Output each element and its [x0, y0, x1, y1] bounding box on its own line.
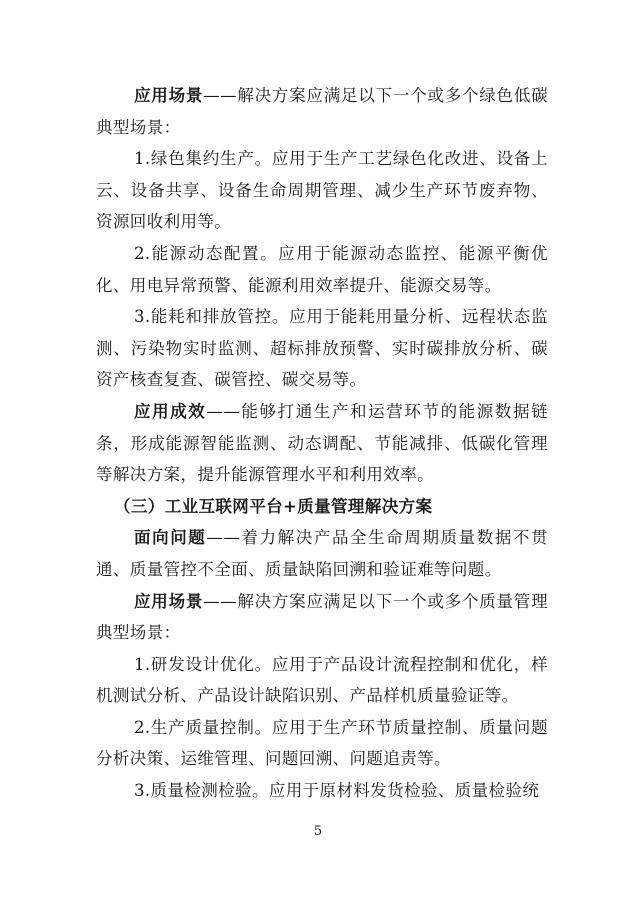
- paragraph-application-scenarios-quality: [96, 586, 548, 649]
- paragraph-green-intensive-production: [96, 143, 548, 238]
- paragraph-target-problems: [96, 522, 548, 585]
- paragraph-text: 2.生产质量控制。应用于生产环节质量控制、质量问题分析决策、运维管理、问题回溯、问题追责等。: [96, 717, 548, 769]
- paragraph-energy-emission-control: [96, 301, 548, 396]
- paragraph-text: ——解决方案应满足以下一个或多个质量管理典型场景：: [96, 591, 549, 643]
- paragraph-text: 1.绿色集约生产。应用于生产工艺绿色化改进、设备上云、设备共享、设备生命周期管理、减少生产环节废弃物、资源回收利用等。: [96, 149, 548, 232]
- paragraph-text: 1.研发设计优化。应用于产品设计流程控制和优化，样机测试分析、产品设计缺陷识别、产品样机质量验证等。: [96, 654, 548, 706]
- paragraph-text: ——解决方案应满足以下一个或多个绿色低碳典型场景：: [96, 86, 549, 137]
- paragraph-lead: 面向问题: [134, 528, 207, 548]
- paragraph-energy-dynamic-allocation: [96, 238, 548, 301]
- paragraph-application-scenarios-green: [96, 80, 548, 143]
- paragraph-lead: 应用场景: [134, 591, 204, 611]
- paragraph-quality-inspection: [96, 775, 548, 807]
- paragraph-text: ——能够打通生产和运营环节的能源数据链条，形成能源智能监测、动态调配、节能减排、低碳化管理等解决方案，提升能源管理水平和利用效率。: [96, 401, 548, 485]
- paragraph-application-effects: [96, 396, 548, 491]
- paragraph-production-quality-control: [96, 712, 548, 775]
- paragraph-lead: 应用成效: [134, 401, 207, 421]
- paragraph-text: 2.能源动态配置。应用于能源动态监控、能源平衡优化、用电异常预警、能源利用效率提升、能源交易等。: [96, 243, 548, 295]
- page-number: 5: [313, 824, 323, 839]
- paragraph-rd-design-optimization: [96, 649, 548, 712]
- paragraph-text: 3.能耗和排放管控。应用于能耗用量分析、远程状态监测、污染物实时监测、超标排放预警、实时碳排放分析、碳资产核查复查、碳管控、碳交易等。: [96, 307, 548, 390]
- paragraph-text: ——着力解决产品全生命周期质量数据不贯通、质量管控不全面、质量缺陷回溯和验证难等问题。: [96, 528, 548, 579]
- section-heading: （三）工业互联网平台+质量管理解决方案: [114, 496, 433, 516]
- document-body: [96, 80, 548, 807]
- paragraph-lead: 应用场景: [134, 86, 204, 105]
- paragraph-text: 3.质量检测检验。应用于原材料发货检验、质量检验统: [134, 781, 540, 801]
